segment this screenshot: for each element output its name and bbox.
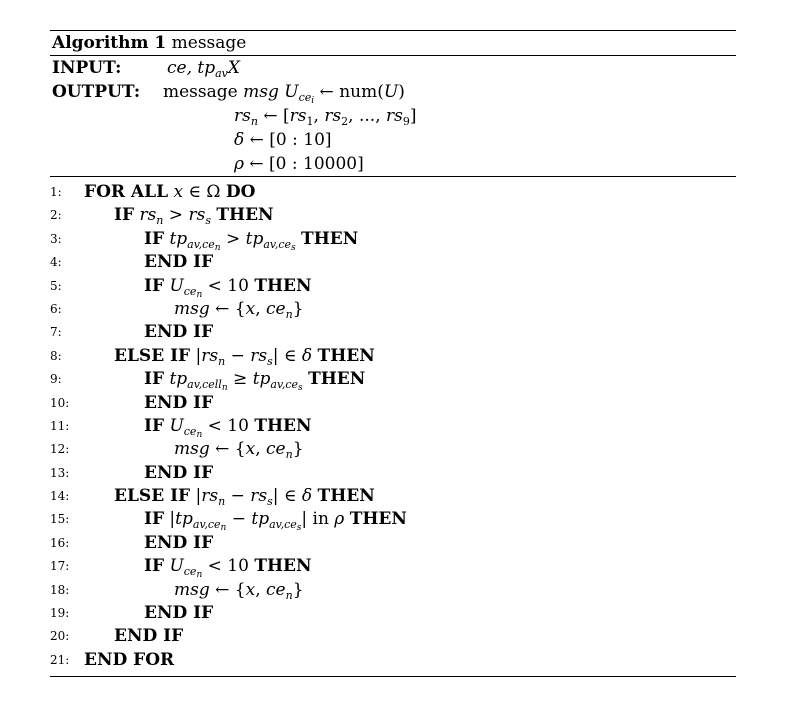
line-code: IF $rs_n > rs_s$ THEN (114, 205, 274, 228)
algorithm-name: message (171, 33, 247, 53)
bottom-rule (50, 676, 736, 677)
line-number: 8: (50, 348, 62, 363)
io-header (50, 56, 736, 176)
line-code: END FOR (84, 649, 175, 670)
line-code: ELSE IF $|rs_n - rs_s|$ ∈ δ THEN (114, 345, 375, 368)
line-code: FOR ALL x ∈ Ω DO (84, 182, 256, 202)
algorithm-line (50, 462, 736, 485)
algorithm-line (50, 415, 736, 438)
algorithm-line (50, 368, 736, 394)
line-code: IF $U_{ce_n} < 10$ THEN (144, 275, 312, 300)
line-number: 14: (50, 489, 70, 504)
line-code: END IF (144, 252, 214, 273)
algorithm-box (50, 30, 736, 677)
line-number: 10: (50, 395, 70, 410)
algorithm-line (50, 228, 736, 251)
line-code: msg ← {x, $ce_n$} (174, 298, 304, 321)
line-number: 5: (50, 278, 62, 293)
line-number: 3: (50, 231, 62, 246)
algorithm-line (50, 251, 736, 274)
line-number: 13: (50, 465, 70, 480)
line-number: 19: (50, 606, 70, 621)
algorithm-line (50, 649, 736, 672)
algorithm-line (50, 321, 736, 344)
algorithm-line (50, 579, 736, 602)
output-row-3 (52, 128, 736, 152)
output-row-4 (52, 152, 736, 176)
algorithm-line (50, 392, 736, 415)
output-row-2 (52, 104, 736, 128)
algorithm-label: Algorithm 1 (52, 33, 167, 53)
line-number: 7: (50, 325, 62, 340)
algorithm-line (50, 625, 736, 648)
line-code: IF $U_{ce_n} < 10$ THEN (144, 415, 312, 440)
line-code: IF $tp_{av,cell_n} \ge tp_{av,ce_s}$ THEN (144, 369, 366, 394)
line-code: msg ← {x, $ce_n$} (174, 579, 304, 602)
output-line-2: $rs_n$ ← [$rs_1$, $rs_2$, ..., $rs_9$] (234, 106, 417, 128)
line-code: IF $U_{ce_n} < 10$ THEN (144, 556, 312, 581)
algorithm-line (50, 298, 736, 321)
line-code: IF $tp_{av,ce_n} > tp_{av,ce_s}$ THEN (144, 228, 359, 253)
line-number: 20: (50, 629, 70, 644)
line-number: 4: (50, 255, 62, 270)
line-code: END IF (144, 603, 214, 624)
algorithm-line (50, 532, 736, 555)
algorithm-line (50, 204, 736, 227)
algorithm-body (50, 177, 736, 676)
input-row (52, 56, 736, 80)
line-number: 17: (50, 559, 70, 574)
line-number: 21: (50, 652, 70, 667)
line-number: 12: (50, 442, 70, 457)
output-line-3: δ ← [0 : 10] (234, 130, 332, 150)
input-label: INPUT: (52, 58, 122, 78)
line-code: END IF (144, 532, 214, 553)
line-number: 15: (50, 512, 70, 527)
line-code: END IF (114, 626, 184, 647)
algorithm-line (50, 275, 736, 298)
algorithm-line (50, 555, 736, 581)
line-number: 16: (50, 535, 70, 550)
algorithm-line (50, 345, 736, 368)
algorithm-line (50, 485, 736, 508)
line-code: IF $|tp_{av,ce_n} - tp_{av,ce_s}|$ in ρ THEN (144, 509, 407, 534)
output-row-1 (52, 80, 736, 104)
line-code: END IF (144, 462, 214, 483)
line-number: 18: (50, 582, 70, 597)
line-number: 2: (50, 208, 62, 223)
line-code: msg ← {x, $ce_n$} (174, 439, 304, 462)
algorithm-line (50, 602, 736, 625)
line-code: END IF (144, 392, 214, 413)
line-code: ELSE IF $|rs_n - rs_s|$ ∈ δ THEN (114, 486, 375, 509)
algorithm-line (50, 508, 736, 534)
line-number: 1: (50, 185, 62, 199)
line-number: 11: (50, 418, 70, 433)
algorithm-title (50, 31, 736, 55)
output-line-4: ρ ← [0 : 10000] (234, 154, 364, 174)
output-line-1: message msg $U_{ce_i}$ ← num(U) (163, 82, 405, 106)
algorithm-line (50, 181, 736, 204)
algorithm-line (50, 438, 736, 461)
output-label: OUTPUT: (52, 82, 141, 102)
line-number: 9: (50, 372, 62, 387)
line-number: 6: (50, 301, 62, 316)
input-value: ce, $tp_{av}X$ (167, 58, 240, 80)
line-code: END IF (144, 322, 214, 343)
